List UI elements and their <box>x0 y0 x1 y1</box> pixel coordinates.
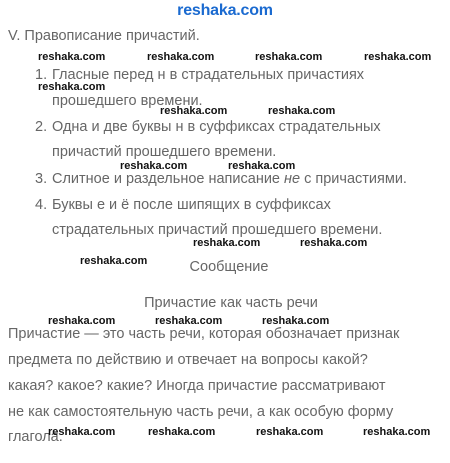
list-item-text: Буквы е и ё после шипящих в суффиксах <box>52 197 331 213</box>
list-item-text-part: с причастиями. <box>300 171 407 187</box>
paragraph-line: предмета по действию и отвечает на вопросы какой? <box>8 352 368 368</box>
list-item-text <box>52 170 407 188</box>
watermark: reshaka.com <box>48 426 116 438</box>
list-item-text-part: Слитное и раздельное написание <box>52 171 285 187</box>
watermark: reshaka.com <box>48 315 116 327</box>
site-header: reshaka.com <box>177 2 273 19</box>
watermark: reshaka.com <box>363 426 431 438</box>
watermark: reshaka.com <box>193 237 261 249</box>
paragraph-line: глагола. <box>8 429 63 445</box>
watermark: reshaka.com <box>256 426 324 438</box>
message-heading: Сообщение <box>189 259 269 275</box>
watermark: reshaka.com <box>300 237 368 249</box>
list-item-text: Гласные перед н в страдательных причастиях <box>52 67 365 83</box>
watermark: reshaka.com <box>147 51 215 63</box>
section-title: V. Правописание причастий. <box>8 28 200 44</box>
paragraph-line: Причастие — это часть речи, которая обозначает признак <box>8 326 400 342</box>
list-item-number: 1. <box>35 67 48 83</box>
emphasis-text: не <box>284 171 301 187</box>
watermark: reshaka.com <box>268 105 336 117</box>
message-subheading: Причастие как часть речи <box>144 295 318 311</box>
list-item-number: 4. <box>35 197 48 213</box>
watermark: reshaka.com <box>155 315 223 327</box>
list-item-text: Одна и две буквы н в суффиксах страдательных <box>52 119 381 135</box>
watermark: reshaka.com <box>262 315 330 327</box>
watermark: reshaka.com <box>228 160 296 172</box>
watermark: reshaka.com <box>255 51 323 63</box>
paragraph-line: какая? какое? какие? Иногда причастие рассматривают <box>8 378 386 394</box>
watermark: reshaka.com <box>364 51 432 63</box>
watermark: reshaka.com <box>80 255 148 267</box>
list-item-number: 2. <box>35 119 48 135</box>
watermark: reshaka.com <box>38 51 106 63</box>
list-item-text: прошедшего времени. <box>52 93 203 109</box>
list-item-text: причастий прошедшего времени. <box>52 144 277 160</box>
paragraph-line: не как самостоятельную часть речи, а как особую форму <box>8 404 394 420</box>
list-item-text: страдательных причастий прошедшего времени. <box>52 222 383 238</box>
watermark: reshaka.com <box>38 81 106 93</box>
watermark: reshaka.com <box>160 105 228 117</box>
list-item-number: 3. <box>35 171 48 187</box>
watermark: reshaka.com <box>120 160 188 172</box>
watermark: reshaka.com <box>148 426 216 438</box>
